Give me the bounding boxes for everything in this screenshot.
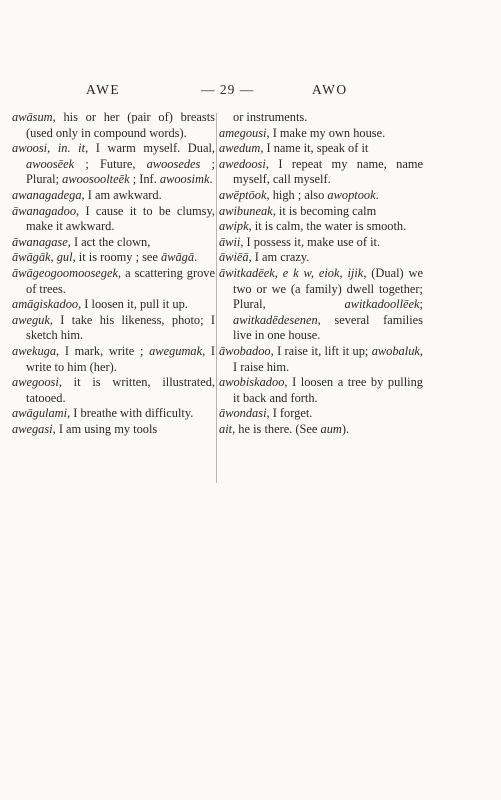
entry-amegousi — [219, 126, 423, 142]
punctuation: . — [194, 250, 198, 265]
entry-awagulami — [12, 406, 215, 422]
headword: awedum — [219, 141, 261, 156]
punctuation: ). — [341, 421, 350, 436]
alternate-form: awegumak — [149, 343, 203, 358]
entry-awedum — [219, 141, 423, 157]
headword: awobiskadoo — [219, 375, 285, 390]
definition: , I breathe with difficulty. — [67, 406, 194, 421]
headword: awanagadega — [12, 187, 82, 202]
punctuation: ; — [419, 297, 423, 312]
headword: awipk — [219, 219, 249, 234]
definition: , I make my own house. — [266, 125, 386, 140]
definition: , I raise it, lift it up; — [270, 343, 372, 358]
headword: awāgulami — [12, 406, 68, 421]
headword: awegasi — [12, 421, 53, 436]
headword: āwiēā — [219, 250, 249, 265]
headword: āwāgeogoomoosegek — [12, 265, 118, 280]
definition: , a scattering grove of trees. — [26, 265, 215, 296]
dual-form: awoosēek — [26, 156, 75, 171]
entry-awitkadeek — [219, 266, 423, 344]
column-divider — [216, 113, 217, 483]
definition: , I am using my tools — [52, 421, 158, 436]
definition: , high ; also — [266, 187, 328, 202]
entry-ait — [219, 422, 423, 438]
headword: āwii — [219, 234, 241, 249]
headword: awedoosi — [219, 156, 266, 171]
definition: , I forget. — [266, 406, 313, 421]
cross-reference: āwāgā — [161, 250, 195, 265]
entry-aweptook — [219, 188, 423, 204]
entry-amagiskadoo — [12, 297, 215, 313]
headword: āwanagase — [12, 234, 68, 249]
entry-awanagase — [12, 235, 215, 251]
entry-awobadoo — [219, 344, 423, 375]
punctuation: . — [209, 172, 213, 187]
entry-awondasi — [219, 406, 423, 422]
headword: awēptōok — [219, 187, 267, 202]
definition: , I am awkward. — [81, 187, 162, 202]
headword: amegousi — [219, 125, 267, 140]
alternate-form: awitkadēdesenen — [233, 312, 318, 327]
definition: , I take his likeness, photo; I sketch him. — [26, 312, 215, 343]
alternate-form: awoptook — [327, 187, 376, 202]
cross-reference: aum — [320, 421, 342, 436]
running-head — [0, 82, 501, 102]
entry-awagak — [12, 250, 215, 266]
definition: , I loosen it, pull it up. — [78, 297, 188, 312]
definition: or instruments. — [233, 110, 308, 124]
infinitive-form: awoosimk — [159, 172, 210, 187]
left-column — [12, 110, 215, 437]
entry-awoosi — [12, 141, 215, 188]
definition: , it is calm, the water is smooth. — [248, 219, 407, 234]
headword: āwāgāk, gul — [12, 250, 73, 265]
headword: āwondasi — [219, 406, 267, 421]
entry-awobiskadoo — [219, 375, 423, 406]
definition: , I cause it to be clumsy, make it awkward. — [26, 203, 215, 234]
plural-form: awitkadoollēek — [344, 297, 420, 312]
punctuation: . — [375, 187, 379, 202]
headword: awegoosi — [12, 375, 59, 390]
definition: , he is there. (See — [232, 421, 321, 436]
definition: , it is roomy ; see — [72, 250, 162, 265]
definition: , I act the clown, — [67, 234, 151, 249]
definition: , I am crazy. — [248, 250, 310, 265]
entry-continuation — [219, 110, 423, 126]
headword: awekuga — [12, 343, 57, 358]
definition: , I repeat my name, name myself, call myself. — [233, 156, 423, 187]
headword: ait — [219, 421, 233, 436]
entry-awedoosi — [219, 157, 423, 188]
entry-awipk — [219, 219, 423, 235]
definition: , I write to him (her). — [26, 343, 216, 374]
entry-awanagadoo — [12, 204, 215, 235]
definition: , I possess it, make use of it. — [240, 234, 381, 249]
plural-form: awoosoolteēk — [62, 172, 130, 187]
entry-awegoosi — [12, 375, 215, 406]
entry-awasum — [12, 110, 215, 141]
headword: āwobadoo — [219, 343, 271, 358]
headword: āwanagadoo — [12, 203, 77, 218]
header-left-guideword: AWE — [86, 82, 121, 97]
headword: awāsum — [12, 110, 53, 124]
headword: āwitkadēek, e k w, eiok, ijik — [219, 265, 364, 280]
headword: awoosi, in. it — [12, 141, 86, 156]
definition: , it is written, illustrated, tatooed. — [26, 375, 215, 405]
definition: , I raise him. — [233, 343, 423, 374]
definition: , several families live in one house. — [233, 312, 423, 343]
entry-awanagadega — [12, 188, 215, 204]
definition: , I loosen a tree by pulling it back and forth. — [233, 375, 423, 405]
entry-awageogoomoosegek — [12, 266, 215, 297]
entry-awegasi — [12, 422, 215, 438]
definition: , I warm myself. Dual, — [85, 141, 215, 156]
definition: , his or her (pair of) breasts (used only in compound words). — [26, 110, 215, 140]
label: ; Plural; — [26, 156, 215, 187]
future-form: awoosedes — [146, 156, 201, 171]
definition: , I name it, speak of it — [260, 141, 369, 156]
entry-awiea — [219, 250, 423, 266]
definition: , (Dual) we two or we (a family) dwell together; Plural, — [233, 265, 423, 312]
headword: aweguk — [12, 312, 50, 327]
entry-awibuneak — [219, 204, 423, 220]
definition: , it is becoming calm — [272, 203, 377, 218]
header-right-guideword: AWO — [312, 82, 348, 97]
headword: amāgiskadoo — [12, 297, 79, 312]
page-number: — 29 — — [201, 82, 255, 97]
label: ; Future, — [74, 156, 147, 171]
entry-awekuga — [12, 344, 215, 375]
label: ; Inf. — [129, 172, 160, 187]
right-column — [219, 110, 423, 437]
entry-aweguk — [12, 313, 215, 344]
alternate-form: awobaluk — [371, 343, 420, 358]
definition: , I mark, write ; — [56, 343, 150, 358]
headword: awibuneak — [219, 203, 273, 218]
entry-awii — [219, 235, 423, 251]
